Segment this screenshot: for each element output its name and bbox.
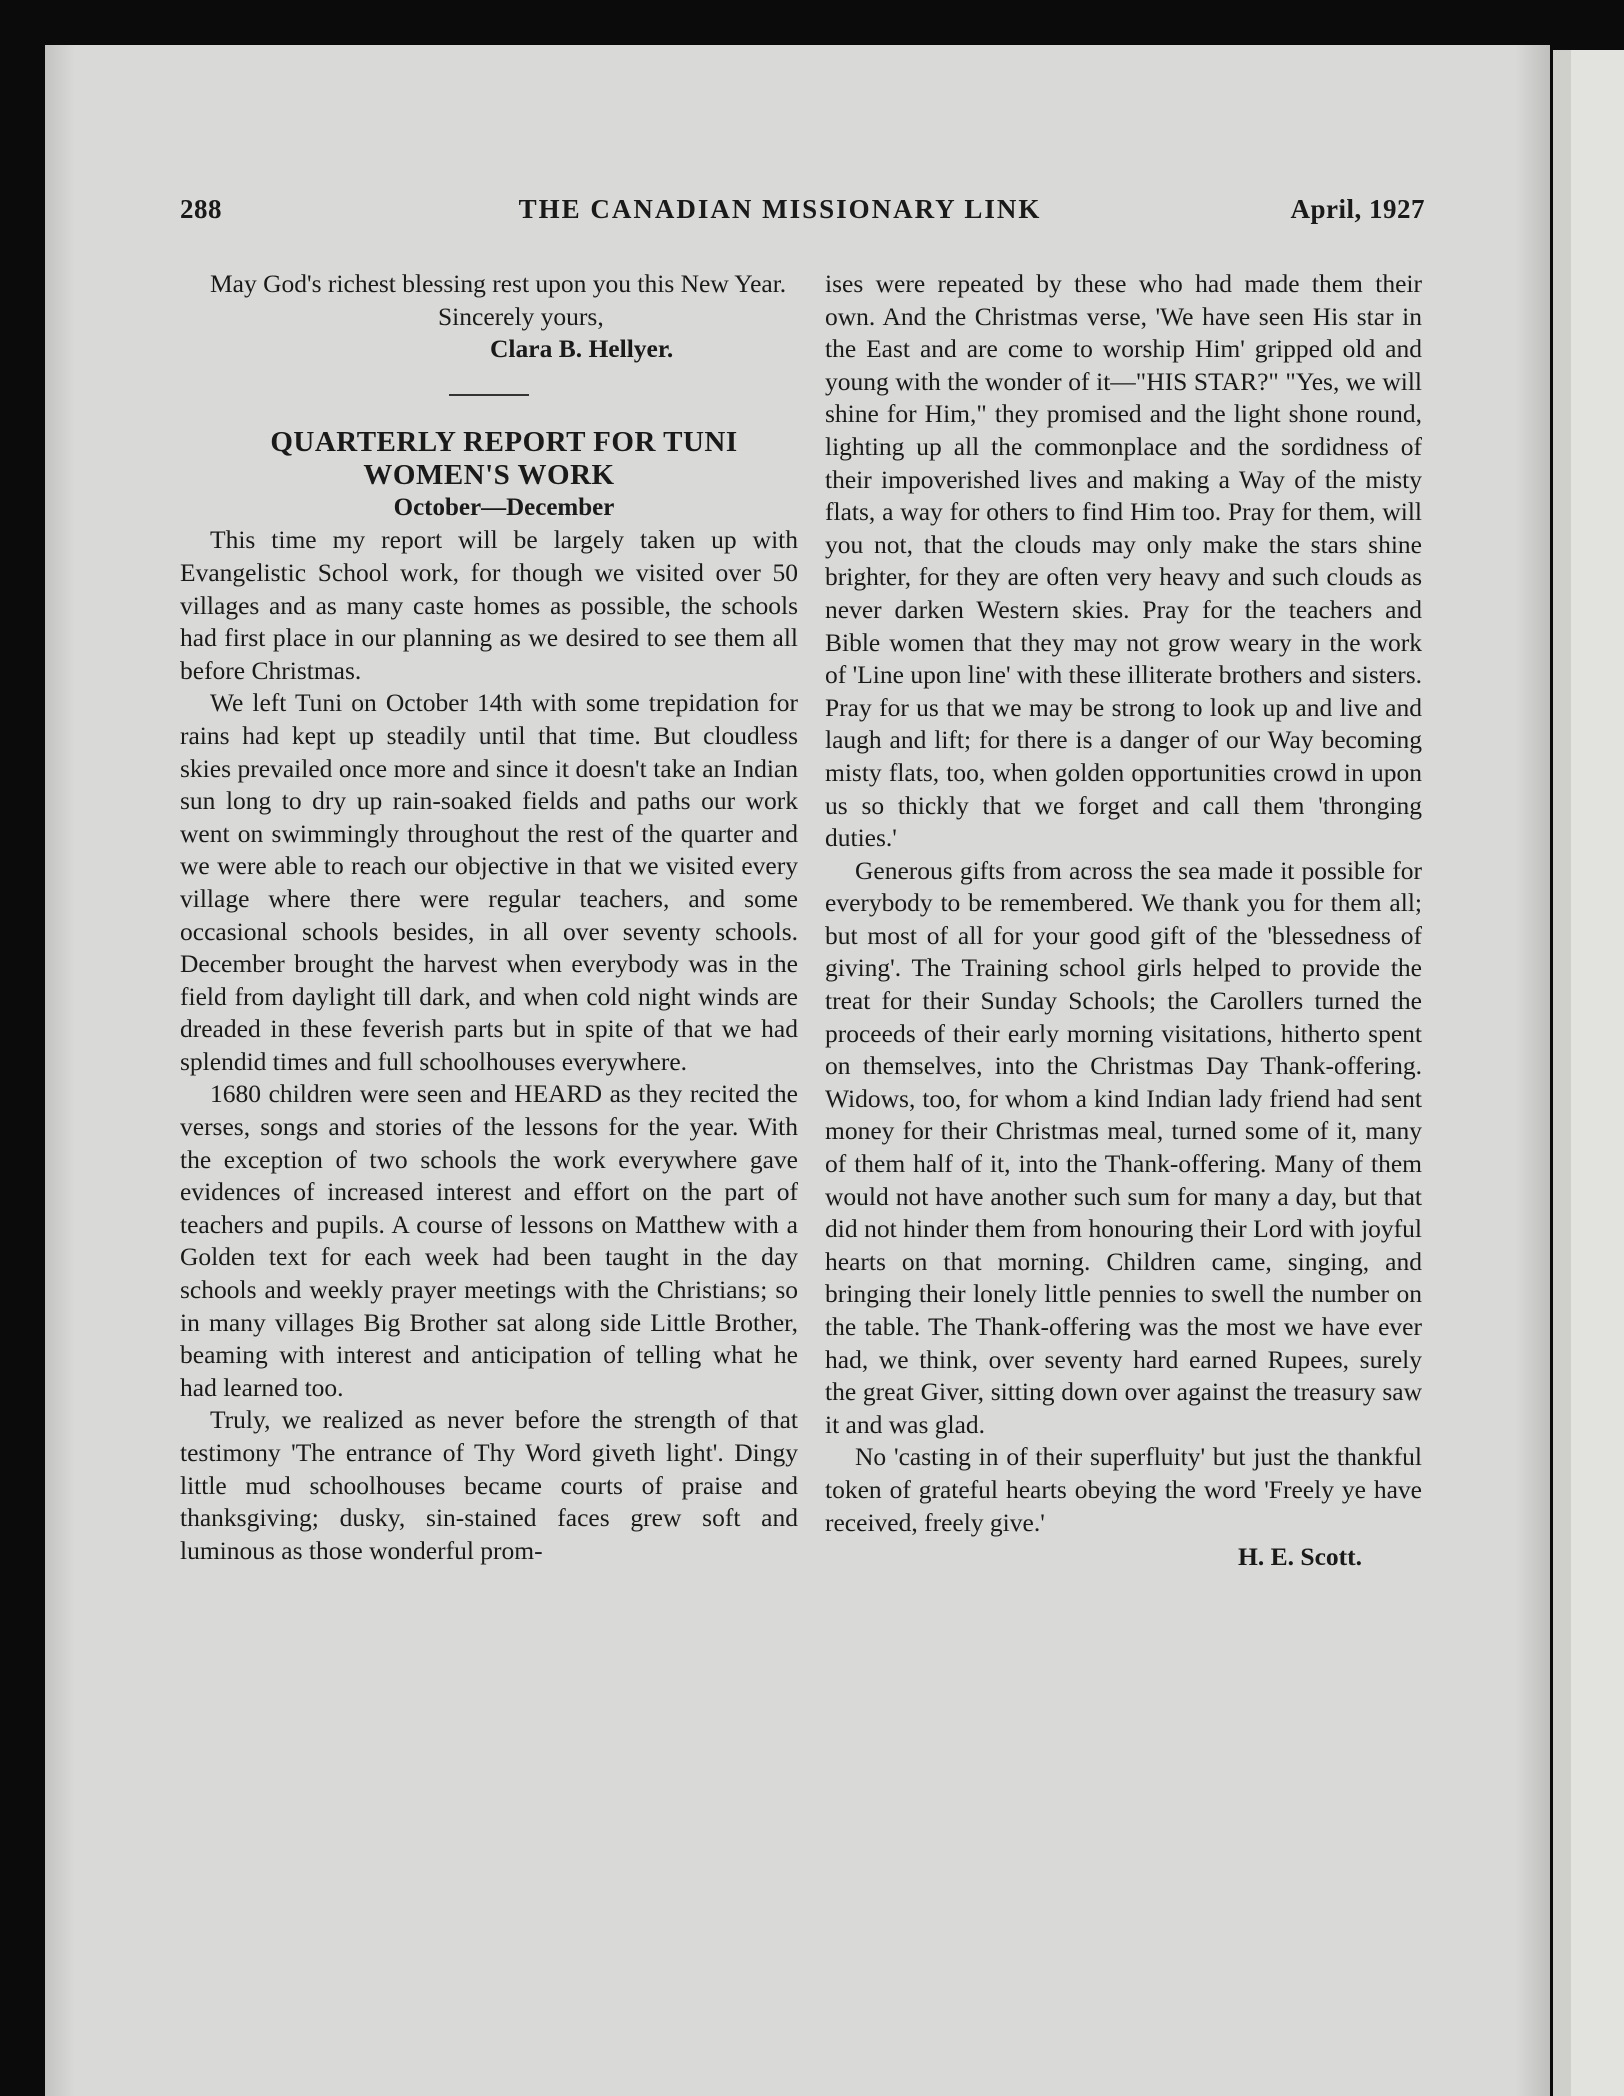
report-paragraph: This time my report will be largely taken up with Evangelistic School work, for though we visited over 50 villages and as many caste homes as possible, the schools had first place in our planning as we desired to see them all before Christmas. [180,525,798,685]
report-paragraph: 1680 children were seen and HEARD as they recited the verses, songs and stories of the lessons for the year. With the exception of two schools the work everywhere gave evidences of increased interest and effort on the part of teachers and pupils. A course of lessons on Matthew with a Golden text for each week had been taught in the day schools and weekly prayer meetings with the Christians; so in many villages Big Brother sat along side Little Brother, beaming with interest and anticipation of telling what he had learned too. [180,1079,798,1402]
report-paragraph: Truly, we realized as never before the strength of that testimony 'The entrance of Thy Word giveth light'. Dingy little mud schoolhouses became courts of praise and thanksgiving; dusky, sin-stained faces grew soft and luminous as those wonderful prom- [180,1405,798,1565]
journal-title: THE CANADIAN MISSIONARY LINK [518,194,1042,224]
page-number: 288 [180,194,222,224]
letter-signature: Clara B. Hellyer. [490,334,674,364]
section-divider [449,394,529,396]
report-paragraph: We left Tuni on October 14th with some trepidation for rains had kept up steadily until that time. But cloudless skies prevailed once more and since it doesn't take an Indian sun long to dry up rain-soaked fields and paths our work went on swimmingly throughout the rest of the quarter and we were able to reach our objective in that we visited every village where there were regular teachers, and some occasional schools besides, in all over seventy schools. December brought the harvest when everybody was in the field from daylight till dark, and when cold night winds are dreaded in these feverish parts but in spite of that we had splendid times and full schoolhouses everywhere. [180,688,798,1076]
report-paragraph: No 'casting in of their superfluity' but just the thankful token of grateful hearts obeying the word 'Freely ye have received, freely give.' [825,1442,1422,1537]
right-column [825,268,1422,1574]
report-paragraph: Generous gifts from across the sea made it possible for everybody to be remembered. We thank you for them all; but most of all for your good gift of the 'blessedness of giving'. The Training school girls helped to provide the treat for their Sunday Schools; the Carollers turned the proceeds of their early morning visitations, hitherto spent on themselves, into the Christmas Day Thank-offering. Widows, too, for whom a kind Indian lady friend had sent money for their Christmas meal, turned some of it, many of them half of it, into the Thank-offering. Many of them would not have another such sum for many a day, but that did not hinder them from honouring their Lord with joyful hearts on that morning. Children came, singing, and bringing their lonely little pennies to swell the number on the table. The Thank-offering was the most we have ever had, we think, over seventy hard earned Rupees, surely the great Giver, sitting down over against the treasury saw it and was glad. [825,855,1422,1439]
letter-valediction: Sincerely yours, [438,301,604,331]
issue-date: April, 1927 [1290,194,1425,224]
report-subtitle: October—December [393,493,615,521]
letter-closing-text: May God's richest blessing rest upon you this New Year. [210,269,787,298]
report-paragraph: ises were repeated by these who had made them their own. And the Christmas verse, 'We have seen His star in the East and are come to worship Him' gripped old and young with the wonder of it—"HIS STAR?" "Yes, we will shine for Him," they promised and the light shone round, lighting up all the commonplace and the sordidness of their impoverished lives and making a Way of the misty flats, a way for others to find Him too. Pray for them, will you not, that the clouds may only make the stars shine brighter, for they are often very heavy and such clouds as never darken Western skies. Pray for the teachers and Bible women that they may not grow weary in the work of 'Line upon line' with these illiterate brothers and sisters. Pray for us that we may be strong to look up and live and laugh and lift; for there is a danger of our Way becoming misty flats, too, when golden opportunities crowd in upon us so thickly that we forget and call them 'thronging duties.' [825,269,1422,853]
adjacent-page-strip [1571,50,1624,2096]
page-edge [1553,50,1571,2096]
report-title: QUARTERLY REPORT FOR TUNI WOMEN'S WORK [270,425,738,491]
report-signature: H. E. Scott. [1238,1542,1362,1572]
left-column [180,268,798,1567]
running-header [135,194,1425,234]
